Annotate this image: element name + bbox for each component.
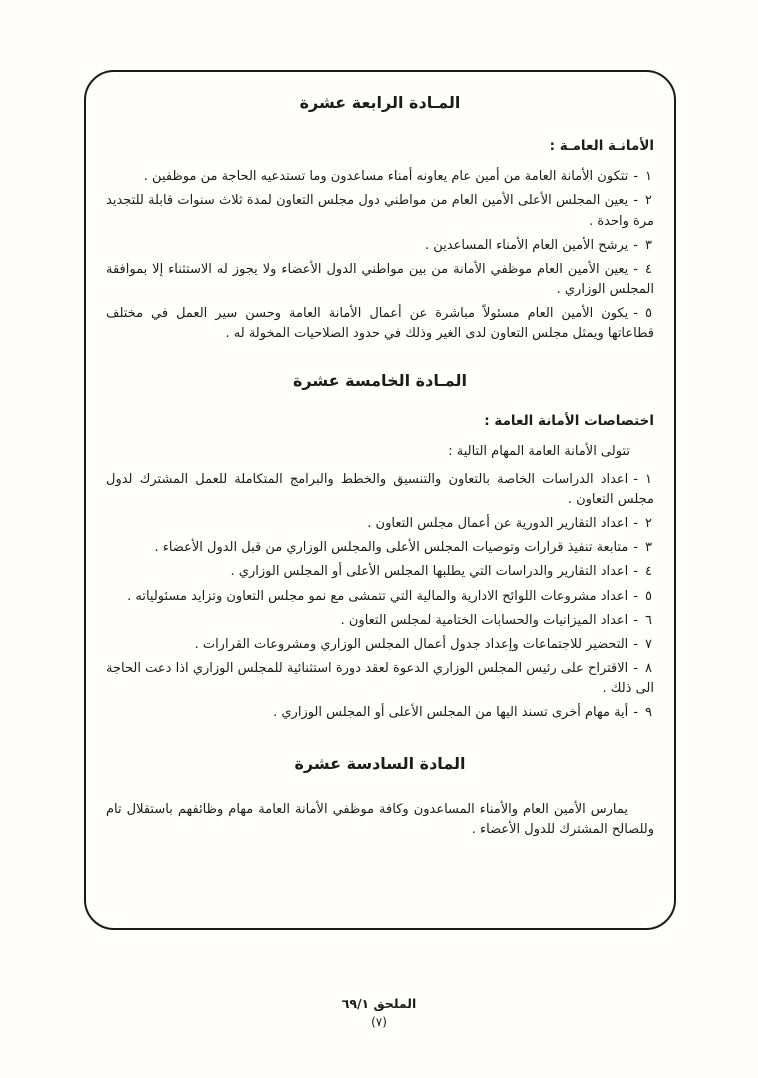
item-dash: - <box>633 588 638 604</box>
item-text: الاقتراح على رئيس المجلس الوزاري الدعوة لعقد دورة استثنائية للمجلس الوزاري اذا دعت الحاجة الى ذلك . <box>106 661 654 697</box>
item-number: ١ <box>645 169 652 185</box>
general-secretariat-heading: الأمانـة العامـة : <box>549 138 654 155</box>
item-text: يعين الأمين العام موظفي الأمانة من بين مواطني الدول الأعضاء ولا يجوز له الاستثناء إلا بموافقة المجلس الوزاري . <box>106 261 654 298</box>
item-number: ٤ <box>645 564 652 580</box>
item-dash: - <box>633 261 638 277</box>
article-15-item <box>106 514 654 534</box>
article-16-body: يمارس الأمين العام والأمناء المساعدون وكافة موظفي الأمانة العامة مهام وظائفهم باستقلال تام وللصالح المشترك للدول الأعضاء . <box>106 801 654 837</box>
item-text: اعداد التقارير والدراسات التي يطلبها المجلس الأعلى أو المجلس الوزاري . <box>230 564 629 580</box>
item-text: يكون الأمين العام مسئولاً مباشرة عن أعمال الأمانة العامة وحسن سير العمل في مختلف قطاعاتها ويمثل مجلس التعاون لدى الغير وذلك في حدود الصلاحيات المخولة له . <box>106 306 654 342</box>
item-dash: - <box>633 193 638 209</box>
item-dash: - <box>633 661 638 677</box>
article-14-item <box>106 236 654 256</box>
item-number: ٥ <box>645 306 652 322</box>
item-number: ٢ <box>645 193 652 209</box>
item-text: يعين المجلس الأعلى الأمين العام من مواطني دول مجلس التعاون لمدة ثلاث سنوات قابلة للتجديد مرة واحدة . <box>106 193 654 229</box>
article-14-title: المـادة الرابعة عشرة <box>299 93 461 112</box>
item-dash: - <box>633 169 638 185</box>
article-14-item <box>106 191 654 231</box>
item-number: ٨ <box>645 661 652 677</box>
article-15-item <box>106 703 654 723</box>
item-text: يرشح الأمين العام الأمناء المساعدين . <box>425 237 629 253</box>
item-number: ٦ <box>645 612 652 628</box>
item-number: ٣ <box>645 540 652 556</box>
item-number: ٢ <box>645 516 652 532</box>
article-15-title: المـادة الخامسة عشرة <box>292 371 468 391</box>
functions-heading: اختصاصات الأمانة العامة : <box>484 412 654 429</box>
item-number: ١ <box>645 471 652 487</box>
item-dash: - <box>633 237 638 253</box>
article-14-item <box>106 167 654 187</box>
item-dash: - <box>633 612 638 628</box>
article-15-item <box>106 562 654 582</box>
annex-footer-label: الملحق ٦٩/١ <box>341 996 417 1011</box>
item-text: اعداد الدراسات الخاصة بالتعاون والتنسيق والخطط والبرامج المتكاملة للعمل المشترك لدول مجلس التعاون . <box>106 471 654 508</box>
item-text: أية مهام أخرى تسند اليها من المجلس الأعلى أو المجلس الوزاري . <box>273 705 629 721</box>
item-number: ٣ <box>645 237 652 253</box>
item-dash: - <box>633 540 638 556</box>
article-15-item <box>106 587 654 607</box>
article-15-item <box>106 659 654 699</box>
item-number: ٥ <box>645 588 652 604</box>
functions-intro: تتولى الأمانة العامة المهام التالية : <box>448 443 630 459</box>
item-dash: - <box>633 564 638 580</box>
item-number: ٧ <box>645 636 652 652</box>
article-14-item <box>106 260 654 300</box>
item-dash: - <box>633 306 638 322</box>
item-dash: - <box>633 705 638 721</box>
article-15-item <box>106 538 654 558</box>
item-text: تتكون الأمانة العامة من أمين عام يعاونه أمناء مساعدون وما تستدعيه الحاجة من موظفين . <box>143 169 629 185</box>
item-text: اعداد الميزانيات والحسابات الختامية لمجلس التعاون . <box>340 612 629 628</box>
item-text: اعداد مشروعات اللوائح الادارية والمالية التي تتمشى مع نمو مجلس التعاون وتزايد مسئولياته . <box>127 588 629 604</box>
item-number: ٤ <box>645 261 652 277</box>
article-14-item <box>106 304 654 344</box>
item-text: التحضير للاجتماعات وإعداد جدول أعمال المجلس الوزاري ومشروعات القرارات . <box>194 636 629 652</box>
page-number: (٧) <box>371 1015 387 1029</box>
page-footer <box>0 996 758 1029</box>
item-text: متابعة تنفيذ قرارات وتوصيات المجلس الأعلى والمجلس الوزاري من قبل الدول الأعضاء . <box>154 540 629 556</box>
item-text: اعداد التقارير الدورية عن أعمال مجلس التعاون . <box>367 516 629 532</box>
item-dash: - <box>633 516 638 532</box>
article-15-item <box>106 635 654 655</box>
item-number: ٩ <box>645 705 652 721</box>
item-dash: - <box>633 471 638 487</box>
article-15-item <box>106 470 654 510</box>
article-16-title: المادة السادسة عشرة <box>294 754 466 774</box>
item-dash: - <box>633 636 638 652</box>
document-frame <box>84 70 676 930</box>
article-15-item <box>106 611 654 631</box>
